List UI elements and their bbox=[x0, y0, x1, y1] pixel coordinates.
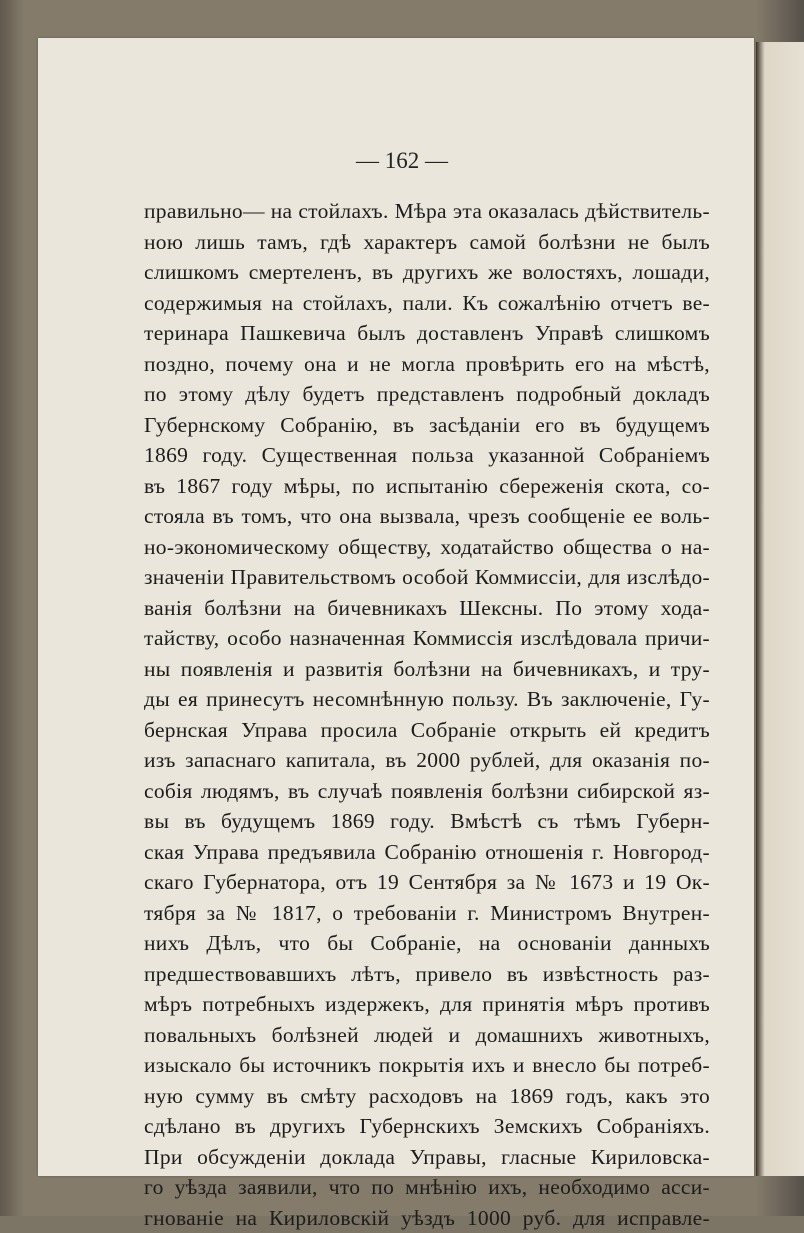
text-line: 1869 году. Существенная польза указанной Собраніемъ bbox=[144, 440, 710, 471]
page-number: — 162 — bbox=[0, 148, 804, 174]
text-line: по этому дѣлу будетъ представленъ подробный докладъ bbox=[144, 379, 710, 410]
text-line: ская Управа предъявила Собранію отношенія г. Новгород- bbox=[144, 837, 710, 868]
text-line: ную сумму въ смѣту расходовъ на 1869 годъ, какъ это bbox=[144, 1081, 710, 1112]
text-line: При обсужденіи доклада Управы, гласные Кириловска- bbox=[144, 1142, 710, 1173]
text-line: повальныхъ болѣзней людей и домашнихъ животныхъ, bbox=[144, 1020, 710, 1051]
text-line: слишкомъ смертеленъ, въ другихъ же волостяхъ, лошади, bbox=[144, 257, 710, 288]
text-line: теринара Пашкевича былъ доставленъ Управѣ слишкомъ bbox=[144, 318, 710, 349]
text-line: значеніи Правительствомъ особой Коммиссіи, для изслѣдо- bbox=[144, 562, 710, 593]
text-line: гнованіе на Кириловскій уѣздъ 1000 руб. для исправле- bbox=[144, 1203, 710, 1233]
text-line: ною лишь тамъ, гдѣ характеръ самой болѣзни не былъ bbox=[144, 227, 710, 258]
text-line: вы въ будущемъ 1869 году. Вмѣстѣ съ тѣмъ Губерн- bbox=[144, 806, 710, 837]
text-line: стояла въ томъ, что она вызвала, чрезъ сообщеніе ее воль- bbox=[144, 501, 710, 532]
text-line: предшествовавшихъ лѣтъ, привело въ извѣстность раз- bbox=[144, 959, 710, 990]
text-line: въ 1867 году мѣры, по испытанію сбереженія скота, со- bbox=[144, 471, 710, 502]
text-line: ванія болѣзни на бичевникахъ Шексны. По этому хода- bbox=[144, 593, 710, 624]
text-line: собія людямъ, въ случаѣ появленія болѣзни сибирской яз- bbox=[144, 776, 710, 807]
text-line: правильно— на стойлахъ. Мѣра эта оказалась дѣйствитель- bbox=[144, 196, 710, 227]
text-line: мѣръ потребныхъ издержекъ, для принятія мѣръ противъ bbox=[144, 989, 710, 1020]
text-line: нихъ Дѣлъ, что бы Собраніе, на основаніи данныхъ bbox=[144, 928, 710, 959]
adjacent-page-edge bbox=[756, 42, 804, 1176]
text-line: ды ея принесутъ несомнѣнную пользу. Въ заключеніе, Гу- bbox=[144, 684, 710, 715]
text-line: бернская Управа просила Собраніе открыть ей кредитъ bbox=[144, 715, 710, 746]
text-line: Губернскому Собранію, въ засѣданіи его въ будущемъ bbox=[144, 410, 710, 441]
text-line: содержимыя на стойлахъ, пали. Къ сожалѣнію отчетъ ве- bbox=[144, 288, 710, 319]
text-line: тайству, особо назначенная Коммиссія изслѣдовала причи- bbox=[144, 623, 710, 654]
text-line: ны появленія и развитія болѣзни на бичевникахъ, и тру- bbox=[144, 654, 710, 685]
text-line: изъ запаснаго капитала, въ 2000 рублей, для оказанія по- bbox=[144, 745, 710, 776]
body-text bbox=[144, 196, 710, 1233]
text-line: сдѣлано въ другихъ Губернскихъ Земскихъ Собраніяхъ. bbox=[144, 1111, 710, 1142]
text-line: поздно, почему она и не могла провѣрить его на мѣстѣ, bbox=[144, 349, 710, 380]
text-line: но-экономическому обществу, ходатайство общества о на- bbox=[144, 532, 710, 563]
text-line: изыскало бы источникъ покрытія ихъ и внесло бы потреб- bbox=[144, 1050, 710, 1081]
text-line: го уѣзда заявили, что по мнѣнію ихъ, необходимо асси- bbox=[144, 1172, 710, 1203]
text-line: скаго Губернатора, отъ 19 Сентября за № 1673 и 19 Ок- bbox=[144, 867, 710, 898]
text-line: тября за № 1817, о требованіи г. Министромъ Внутрен- bbox=[144, 898, 710, 929]
